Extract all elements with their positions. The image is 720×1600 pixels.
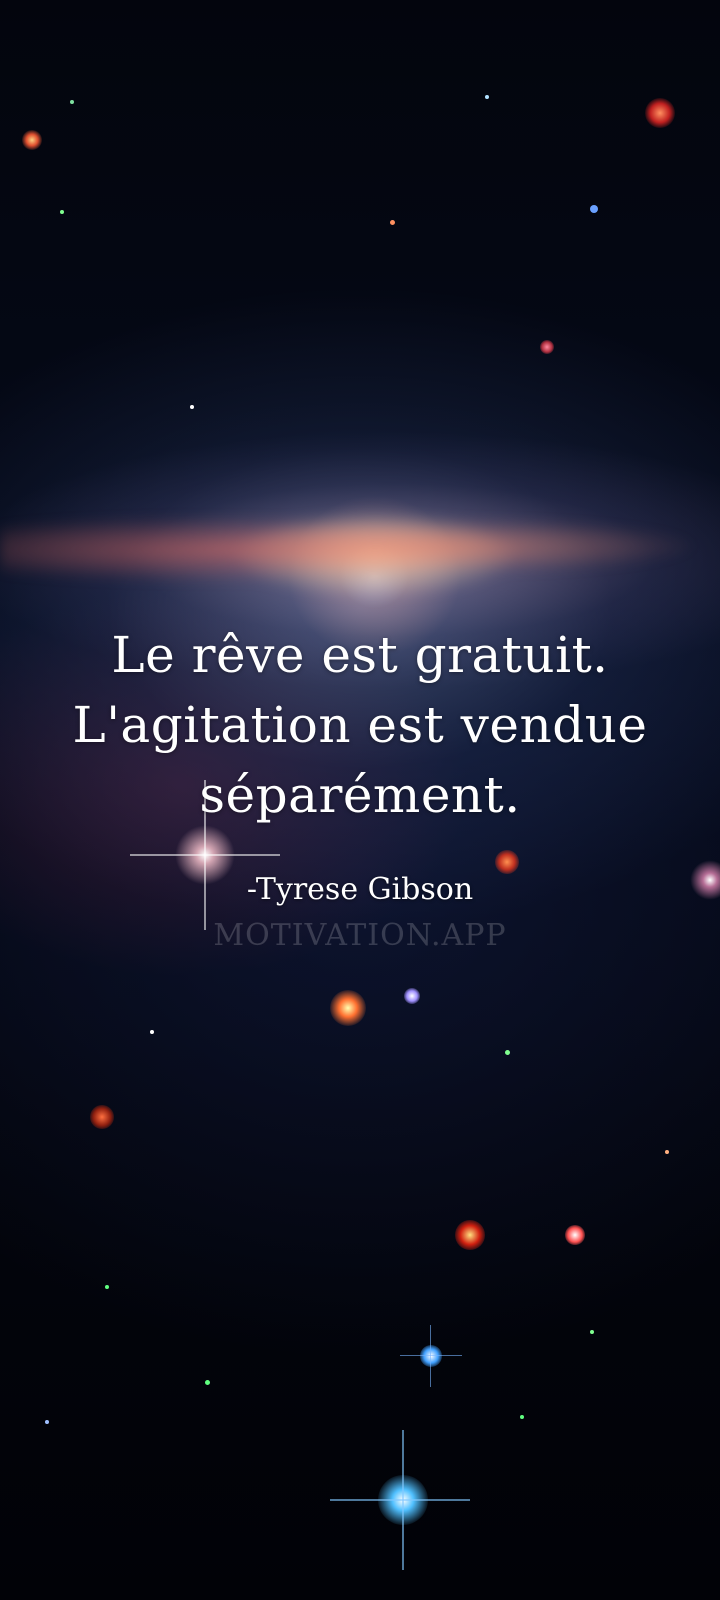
star-icon (645, 98, 675, 128)
star-icon (205, 1380, 210, 1385)
star-icon (505, 1050, 510, 1055)
star-icon (105, 1285, 109, 1289)
star-icon (485, 95, 489, 99)
star-icon (540, 340, 554, 354)
star-icon (22, 130, 42, 150)
star-icon (70, 100, 74, 104)
star-icon (420, 1345, 442, 1367)
star-icon (665, 1150, 669, 1154)
star-icon (90, 1105, 114, 1129)
star-icon (45, 1420, 49, 1424)
galaxy-background (0, 500, 720, 610)
star-icon (455, 1220, 485, 1250)
star-icon (565, 1225, 585, 1245)
star-flare (430, 1325, 431, 1387)
star-icon (60, 210, 64, 214)
star-icon (150, 1030, 154, 1034)
star-flare (402, 1430, 404, 1570)
app-watermark: MOTIVATION.APP (213, 918, 507, 953)
star-flare (330, 1499, 470, 1501)
star-icon (330, 990, 366, 1026)
star-icon (690, 860, 720, 900)
star-flare (400, 1355, 462, 1356)
star-icon (520, 1415, 524, 1419)
star-icon (590, 205, 598, 213)
quote-card (40, 620, 680, 956)
star-icon (390, 220, 395, 225)
star-icon (404, 988, 420, 1004)
quote-text: Le rêve est gratuit. L'agitation est vendue séparément. (72, 626, 648, 824)
star-icon (590, 1330, 594, 1334)
quote-author: -Tyrese Gibson (246, 872, 474, 907)
star-icon (190, 405, 194, 409)
